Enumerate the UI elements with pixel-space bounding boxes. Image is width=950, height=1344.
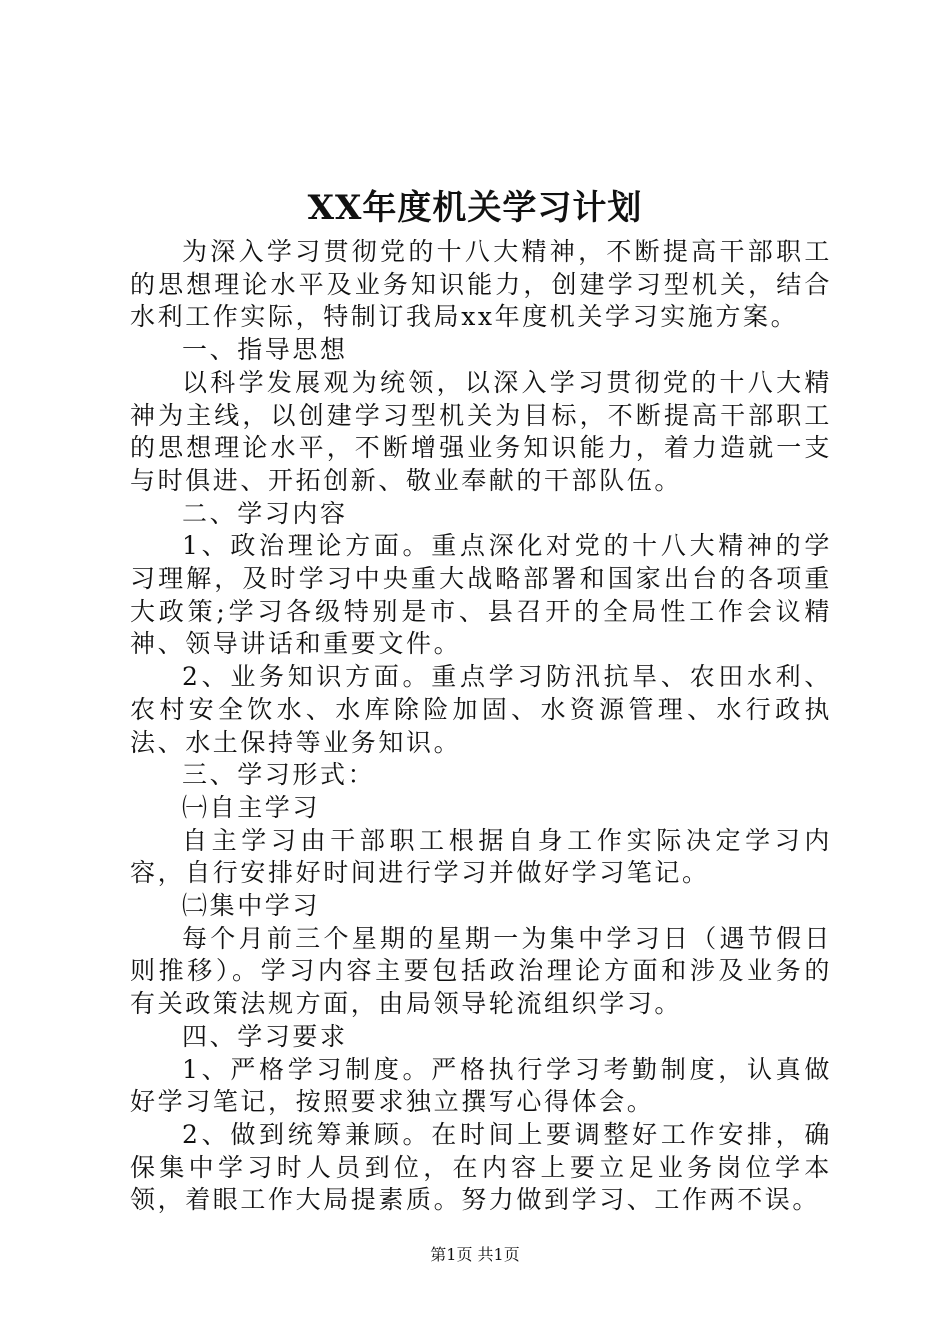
study-content-item-business: 2、业务知识方面。重点学习防汛抗旱、农田水利、农村安全饮水、水库除险加固、水资源管理、水行政执法、水土保持等业务知识。 bbox=[130, 662, 832, 757]
section-heading-study-content: 二、学习内容 bbox=[182, 498, 348, 528]
guiding-thought-paragraph: 以科学发展观为统领，以深入学习贯彻党的十八大精神为主线，以创建学习型机关为目标，不断提高干部职工的思想理论水平，不断增强业务知识能力，着力造就一支与时俱进、开拓创新、敬业奉献的干部队伍。 bbox=[130, 367, 832, 495]
subheading-self-study: ㈠自主学习 bbox=[182, 792, 321, 822]
section-heading-study-form: 三、学习形式： bbox=[182, 760, 376, 790]
requirement-item-discipline: 1、严格学习制度。严格执行学习考勤制度，认真做好学习笔记，按照要求独立撰写心得体会。 bbox=[130, 1054, 832, 1117]
study-content-item-political: 1、政治理论方面。重点深化对党的十八大精神的学习理解，及时学习中央重大战略部署和国家出台的各项重大政策;学习各级特别是市、县召开的全局性工作会议精神、领导讲话和重要文件。 bbox=[130, 531, 832, 659]
document-body bbox=[130, 236, 832, 1217]
subheading-group-study: ㈡集中学习 bbox=[182, 891, 321, 921]
self-study-paragraph: 自主学习由干部职工根据自身工作实际决定学习内容，自行安排好时间进行学习并做好学习笔记。 bbox=[130, 825, 832, 888]
section-heading-requirements: 四、学习要求 bbox=[182, 1021, 348, 1051]
document-title: XX年度机关学习计划 bbox=[307, 188, 643, 228]
section-heading-guiding-thought: 一、指导思想 bbox=[182, 335, 348, 365]
group-study-paragraph: 每个月前三个星期的星期一为集中学习日（遇节假日则推移）。学习内容主要包括政治理论方面和涉及业务的有关政策法规方面，由局领导轮流组织学习。 bbox=[130, 923, 832, 1019]
page-footer: 第1页 共1页 bbox=[430, 1245, 520, 1264]
intro-paragraph: 为深入学习贯彻党的十八大精神，不断提高干部职工的思想理论水平及业务知识能力，创建学习型机关，结合水利工作实际，特制订我局xx年度机关学习实施方案。 bbox=[130, 237, 832, 332]
requirement-item-balance: 2、做到统筹兼顾。在时间上要调整好工作安排，确保集中学习时人员到位，在内容上要立足业务岗位学本领，着眼工作大局提素质。努力做到学习、工作两不误。 bbox=[130, 1119, 832, 1215]
